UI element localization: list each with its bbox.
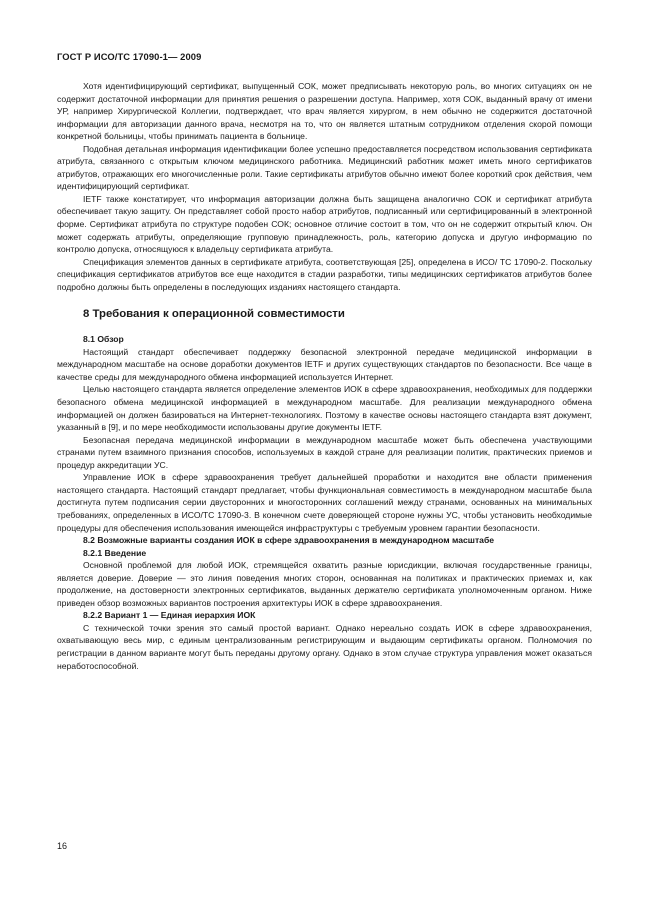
paragraph: Хотя идентифицирующий сертификат, выпущенный СОК, может предписывать некоторую роль, во многих ситуациях он не содержит достаточной информации для принятия решения о разрешении доступа. Например, хотя СОК, выданный врачу от имени УР, например Хирургической Коллегии, подтверждает, что врач является хирургом, в нем обычно не содержится достаточной информации для авторизации данного врача, несмотря на то, что он является штатным сотрудником отделения скорой помощи конкретной больницы, чтобы принимать пациента в больнице. [57,81,592,142]
paragraph: Основной проблемой для любой ИОК, стремящейся охватить разные юрисдикции, включая государственные границы, является доверие. Доверие — это линия поведения многих сторон, основанная на политиках и практических приемах и, как продолжение, на достоверности электронных сертификатов, выданных держателю сертификата уполномоченным органом. Ниже приведен обзор возможных вариантов построения архитектуры ИОК в сфере здравоохранения. [57,560,592,608]
document-header: ГОСТ Р ИСО/ТС 17090-1— 2009 [57,51,202,62]
paragraph: Безопасная передача медицинской информации в международном масштабе может быть обеспечена участвующими странами путем взаимного признания способов, используемых в каждой стране для реализации политик, практических приемов и процедур аккредитации УС. [57,434,592,470]
subsection-heading: 8.2.2 Вариант 1 — Единая иерархия ИОК [83,610,256,621]
subsection-heading: 8.1 Обзор [83,334,124,345]
subsection-heading: 8.2 Возможные варианты создания ИОК в сфере здравоохранения в международном масштабе [83,535,495,546]
document-body [57,80,592,672]
paragraph: С технической точки зрения это самый простой вариант. Однако нереально создать ИОК в сфере здравоохранения, охватывающую весь мир, с единым централизованным регистрирующим и выдающим сертификаты органом. Полномочия по регистрации в данном варианте могут быть переданы другому органу. Однако в этом случае структура управления может оказаться неработоспособной. [57,622,592,671]
paragraph: Подобная детальная информация идентификации более успешно предоставляется посредством использования сертификата атрибута, связанного с открытым ключом медицинского работника. Медицинский работник может иметь много сертификатов атрибутов, отражающих его многочисленные роли. Такие сертификаты атрибутов обычно имеют более короткий срок действия, чем идентифицирующий сертификат. [57,143,592,192]
section-heading: 8 Требования к операционной совместимости [83,308,345,321]
paragraph: IETF также констатирует, что информация авторизации должна быть защищена аналогично СОК и сертификат атрибута обеспечивает такую защиту. Он представляет собой просто набор атрибутов, подписанный или сертифицированный в электронной форме. Сертификат атрибута по структуре подобен СОК; основное отличие состоит в том, что он не содержит открытый ключ. Он может содержать атрибуты, определяющие групповую принадлежность, роль, категорию допуска и другую информацию по контролю допуска, относящуюся к владельцу сертификата атрибута. [57,193,592,255]
subsection-heading: 8.2.1 Введение [83,547,147,558]
paragraph: Управление ИОК в сфере здравоохранения требует дальнейшей проработки и находится вне области применения настоящего стандарта. Настоящий стандарт предлагает, чтобы функциональная совместимость в международном масштабе была достигнута путем подписания серии двусторонних и многосторонних соглашений между странами, основанных на минимальных требованиях, определенных в ИСО/ТС 17090-3. В конечном счете доверяющей стороне нужны УС, чтобы установить необходимые процедуры для обеспечения использования имеющейся инфраструктуры с требуемым уровнем гарантии безопасности. [57,472,592,533]
paragraph: Спецификация элементов данных в сертификате атрибута, соответствующая [25], определена в ИСО/ ТС 17090-2. Поскольку спецификация сертификатов атрибутов все еще находится в стадии разработки, типы медицинских сертификатов атрибутов более подробно должны быть определены в последующих изданиях настоящего стандарта. [57,256,592,292]
paragraph: Настоящий стандарт обеспечивает поддержку безопасной электронной передаче медицинской информации в международном масштабе на основе доработки документов IETF и других существующих стандартов по безопасности. Все чаще в качестве среды для международного обмена информацией используется Интернет. [57,346,592,382]
page-number: 16 [57,841,68,851]
paragraph: Целью настоящего стандарта является определение элементов ИОК в сфере здравоохранения, необходимых для поддержки безопасного обмена медицинской информацией в международном масштабе. Для реализации международного обмена информацией он должен базироваться на Интернет-технологиях. Поэтому в качестве основы настоящего стандарта взят документ, указанный в [9], и по мере необходимости использованы другие документы IETF. [57,384,592,433]
